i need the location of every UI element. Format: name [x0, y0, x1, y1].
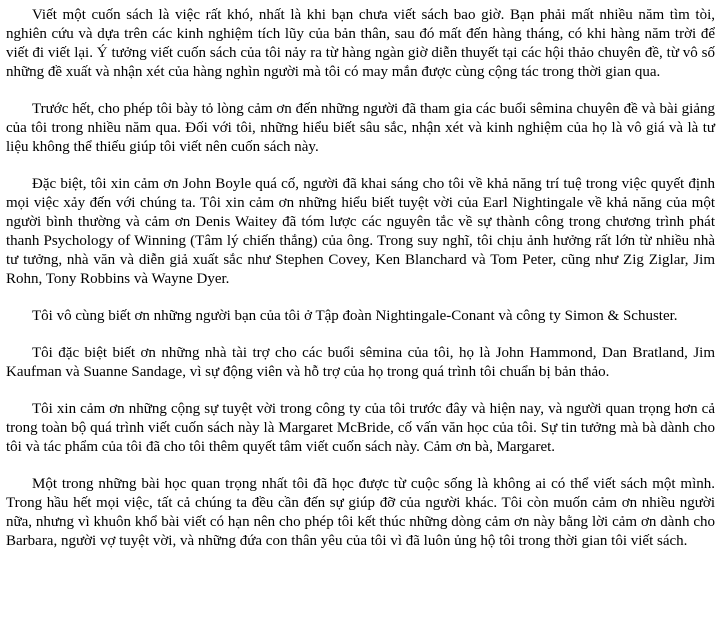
paragraph-intro: Viết một cuốn sách là việc rất khó, nhất là khi bạn chưa viết sách bao giờ. Bạn phải mất nhiều năm tìm tòi, nghiên cứu và dựa trên các kinh nghiệm tích lũy của bản thân, sau đó mất đến hàng tháng, có khi hàng năm trời để viết đi viết lại. Ý tưởng viết cuốn sách của tôi nảy ra từ hàng ngàn giờ diễn thuyết tại các hội thảo chuyên đề, từ vô số những đề xuất và nhận xét của hàng nghìn người mà tôi có may mắn được cùng cộng tác trong thời gian qua.	[6, 7, 715, 80]
paragraph-mentors: Đặc biệt, tôi xin cảm ơn John Boyle quá cố, người đã khai sáng cho tôi về khả năng trí tuệ trong việc quyết định mọi việc xảy đến với chúng ta. Tôi xin cảm ơn những hiểu biết tuyệt vời của Earl Nightingale về khả năng của một người bình thường và cảm ơn Denis Waitey đã tóm lược các nguyên tắc về sự thành công trong chương trình phát thanh Psychology of Winning (Tâm lý chiến thắng) của ông. Trong suy nghĩ, tôi chịu ảnh hưởng rất lớn từ nhiều nhà tư tưởng, nhà văn và diễn giả xuất sắc như Stephen Covey, Ken Blanchard và Tom Peter, cũng như Zig Ziglar, Jim Rohn, Tony Robbins và Wayne Dyer.	[6, 176, 715, 287]
paragraph-seminar-thanks: Trước hết, cho phép tôi bày tỏ lòng cảm ơn đến những người đã tham gia các buổi sêmina chuyên đề và bài giảng của tôi trong nhiều năm qua. Đối với tôi, những hiểu biết sâu sắc, nhận xét và kinh nghiệm của họ là vô giá và là tư liệu không thể thiếu giúp tôi viết nên cuốn sách này.	[6, 101, 715, 155]
paragraph-publishers: Tôi vô cùng biết ơn những người bạn của tôi ở Tập đoàn Nightingale-Conant và công ty Simon & Schuster.	[32, 308, 678, 324]
paragraph-colleagues: Tôi xin cảm ơn những cộng sự tuyệt vời trong công ty của tôi trước đây và hiện nay, và người quan trọng hơn cả trong toàn bộ quá trình viết cuốn sách này là Margaret McBride, cố vấn văn học của tôi. Sự tin tưởng mà bà dành cho tôi và tác phẩm của tôi đã cho tôi thêm quyết tâm viết cuốn sách này. Cảm ơn bà, Margaret.	[6, 401, 715, 455]
paragraph-sponsors: Tôi đặc biệt biết ơn những nhà tài trợ cho các buổi sêmina của tôi, họ là John Hammond, Dan Bratland, Jim Kaufman và Suanne Sandage, vì sự động viên và hỗ trợ của họ trong quá trình tôi chuẩn bị bản thảo.	[6, 345, 715, 380]
paragraph-closing: Một trong những bài học quan trọng nhất tôi đã học được từ cuộc sống là không ai có thể viết sách một mình. Trong hầu hết mọi việc, tất cả chúng ta đều cần đến sự giúp đỡ của người khác. Tôi còn muốn cảm ơn nhiều người nữa, nhưng vì khuôn khổ bài viết có hạn nên cho phép tôi kết thúc những dòng cảm ơn này bằng lời cảm ơn dành cho Barbara, người vợ tuyệt vời, và những đứa con thân yêu của tôi vì đã luôn ủng hộ tôi trong thời gian tôi viết sách.	[6, 476, 715, 549]
